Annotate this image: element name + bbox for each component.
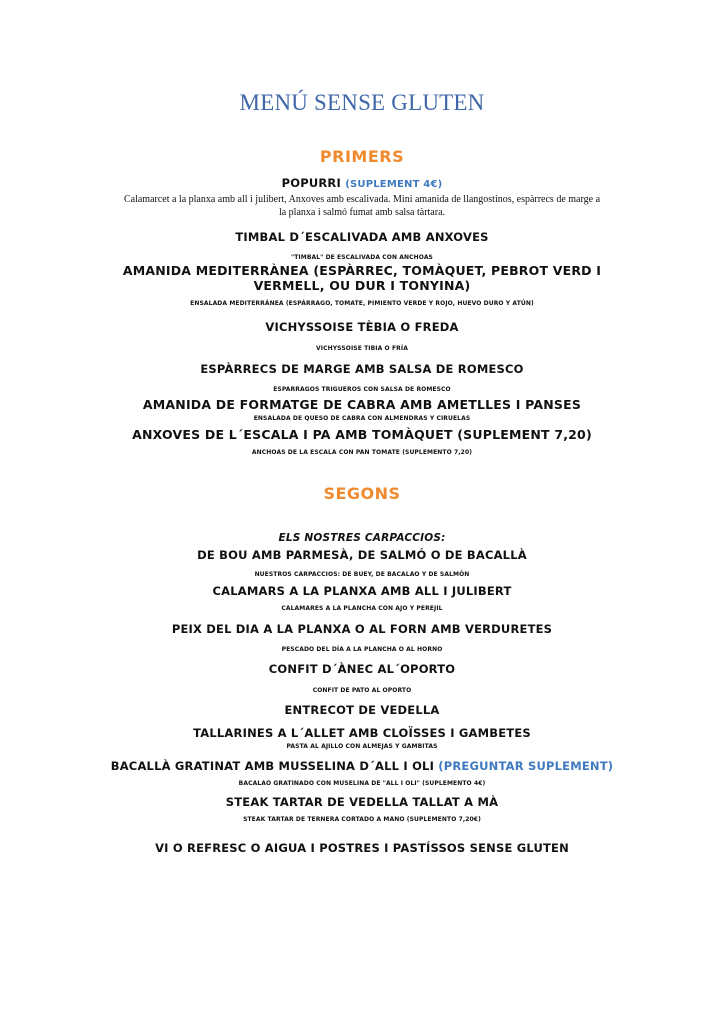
dish-name: BACALLÀ GRATINAT AMB MUSSELINA D´ALL I OLI bbox=[110, 759, 435, 773]
dish-name: STEAK TARTAR DE VEDELLA TALLAT A MÀ bbox=[225, 795, 499, 809]
supplement-badge: (PREGUNTAR SUPLEMENT) bbox=[438, 759, 614, 773]
dish-translation: ENSALADA MEDITERRÁNEA (ESPÁRRAGO, TOMATE, PIMIENTO VERDE Y ROJO, HUEVO DURO Y ATÚN) bbox=[190, 300, 534, 307]
dish-bacalla bbox=[0, 759, 724, 774]
menu-footer: VI O REFRESC O AIGUA I POSTRES I PASTÍSSOS SENSE GLUTEN bbox=[155, 841, 569, 855]
section-heading-segons: SEGONS bbox=[323, 484, 401, 503]
dish-translation: ESPARRAGOS TRIGUEROS CON SALSA DE ROMESCO bbox=[273, 386, 451, 393]
dish-translation: ANCHOAS DE LA ESCALA CON PAN TOMATE (SUPLEMENTO 7,20) bbox=[251, 449, 473, 456]
dish-translation: PESCADO DEL DÍA A LA PLANCHA O AL HORNO bbox=[281, 646, 443, 653]
dish-translation: CONFIT DE PATO AL OPORTO bbox=[312, 687, 412, 694]
dish-name: TIMBAL D´ESCALIVADA AMB ANXOVES bbox=[235, 230, 489, 244]
dish-name: CALAMARS A LA PLANXA AMB ALL I JULIBERT bbox=[212, 584, 512, 598]
dish-name: PEIX DEL DIA A LA PLANXA O AL FORN AMB VERDURETES bbox=[171, 622, 553, 636]
dish-name: AMANIDA DE FORMATGE DE CABRA AMB AMETLLES I PANSES bbox=[142, 397, 582, 412]
dish-translation: NUESTROS CARPACCIOS: DE BUEY, DE BACALAO Y DE SALMÓN bbox=[254, 571, 470, 578]
dish-translation: STEAK TARTAR DE TERNERA CORTADO A MANO (SUPLEMENTO 7,20€) bbox=[243, 816, 481, 823]
dish-translation: VICHYSSOISE TIBIA O FRÍA bbox=[316, 345, 408, 352]
dish-popurri bbox=[0, 176, 724, 192]
dish-name: ANXOVES DE L´ESCALA I PA AMB TOMÀQUET (SUPLEMENT 7,20) bbox=[132, 427, 592, 442]
supplement-badge: (SUPLEMENT 4€) bbox=[345, 179, 443, 190]
dish-name: AMANIDA MEDITERRÀNEA (ESPÀRREC, TOMÀQUET, PEBROT VERD I VERMELL, OU DUR I TONYINA) bbox=[122, 263, 602, 293]
dish-translation: CALAMARES A LA PLANCHA CON AJO Y PEREJIL bbox=[281, 605, 443, 612]
page-title: MENÚ SENSE GLUTEN bbox=[239, 90, 485, 115]
dish-description: Calamarcet a la planxa amb all i julibert, Anxoves amb escalivada. Mini amanida de llangostinos, espàrrecs de marge a la planxa i salmó fumat amb salsa tàrtara. bbox=[123, 194, 601, 218]
dish-name: VICHYSSOISE TÈBIA O FREDA bbox=[265, 320, 459, 334]
section-heading-primers: PRIMERS bbox=[319, 147, 405, 166]
dish-name: ESPÀRRECS DE MARGE AMB SALSA DE ROMESCO bbox=[200, 362, 524, 376]
dish-translation: ENSALADA DE QUESO DE CABRA CON ALMENDRAS Y CIRUELAS bbox=[253, 415, 471, 422]
dish-name: CONFIT D´ÀNEC AL´OPORTO bbox=[268, 662, 456, 676]
dish-translation: "TIMBAL" DE ESCALIVADA CON ANCHOAS bbox=[291, 254, 433, 261]
dish-translation: PASTA AL AJILLO CON ALMEJAS Y GAMBITAS bbox=[286, 743, 438, 750]
dish-name: TALLARINES A L´ALLET AMB CLOÏSSES I GAMBETES bbox=[193, 726, 531, 740]
dish-translation: BACALAO GRATINADO CON MUSELINA DE "ALL I OLI" (SUPLEMENTO 4€) bbox=[238, 780, 486, 787]
carpaccio-heading: ELS NOSTRES CARPACCIOS: bbox=[278, 532, 446, 544]
dish-name: DE BOU AMB PARMESÀ, DE SALMÓ O DE BACALLÀ bbox=[197, 548, 527, 562]
dish-name: POPURRI bbox=[281, 176, 341, 190]
dish-name: ENTRECOT DE VEDELLA bbox=[284, 703, 440, 717]
